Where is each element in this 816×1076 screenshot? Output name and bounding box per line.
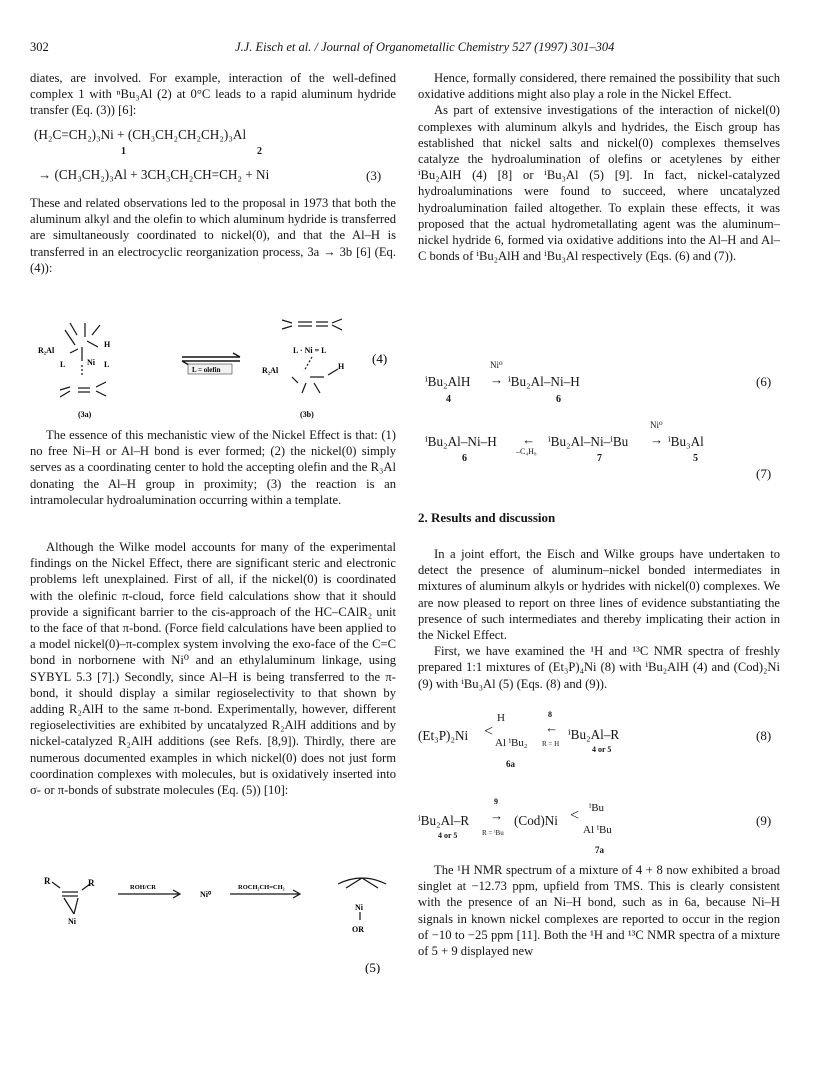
right-paragraph-1: Hence, formally considered, there remained the possibility that such oxidative additions might also play a role in the Nickel Effect. <box>418 71 780 102</box>
equation-8-left: (Et₃P)₂Ni <box>418 728 469 743</box>
section-heading: 2. Results and discussion <box>418 510 556 525</box>
equation-7-left: ⁱBu₂Al–Ni–H <box>425 434 497 449</box>
eq5-ni-left: Ni <box>68 917 76 926</box>
eq4-l-left: L <box>60 360 66 369</box>
equation-9-number: (9) <box>756 813 772 828</box>
equation-6-number: (6) <box>756 374 772 389</box>
equation-9-label-4or5: 4 or 5 <box>438 831 458 840</box>
left-column-para4 <box>30 539 396 798</box>
left-column-para3 <box>30 427 396 508</box>
equation-6-right: ⁱBu₂Al–Ni–H <box>508 374 580 389</box>
right-column-bottom <box>418 862 780 959</box>
equation-8-label-4or5: 4 or 5 <box>592 745 612 754</box>
equation-7-label-7: 7 <box>597 453 602 464</box>
eq4-h-3a: H <box>104 340 111 349</box>
eq5-r-right: R <box>88 878 95 888</box>
equation-8-albu: Al ⁱBu₂ <box>495 737 528 749</box>
equation-8-right: ⁱBu₂Al–R <box>568 727 620 742</box>
eq4-lnil: L · Ni = L <box>293 346 327 355</box>
eq4-h-3b: H <box>338 362 345 371</box>
equation-8-number: (8) <box>756 728 772 743</box>
equation-6-left: ⁱBu₂AlH <box>425 374 471 389</box>
left-column-para2 <box>30 195 396 276</box>
eq5-ni0: Ni⁰ <box>200 890 212 899</box>
equation-7-catalyst: Ni⁰ <box>650 420 663 430</box>
right-column-middle <box>418 546 780 692</box>
right-paragraph-5: The ¹H NMR spectrum of a mixture of 4 + 8 now exhibited a broad singlet at −12.73 ppm, upfield from TMS. This is clearly consistent with the presence of an Ni–H bond, such as in 6a, because Ni–H signals in known nickel complexes are reported to occur in the region of −10 to −25 ppm [11]. Both the ¹H and ¹³C NMR spectra of a mixture of 5 + 9 displayed new <box>418 863 780 959</box>
eq5-or: OR <box>352 925 364 934</box>
equation-9-r-condition: R = ⁱBu <box>482 829 504 837</box>
eq4-r2al-3a: R₂Al <box>38 346 55 355</box>
left-paragraph-2: These and related observations led to the proposal in 1973 that both the aluminum alkyl and the olefin to which aluminum hydride is transferred are simultaneously coordinated to nickel(0), and that the Al–H is transferred in an electrocyclic reorganization process, 3a → 3b [6] (Eq. (4)): <box>30 196 396 275</box>
equation-7-right: ⁱBu₃Al <box>668 434 704 449</box>
equation-5-scheme <box>30 874 400 974</box>
equation-9-label-7a: 7a <box>595 845 604 855</box>
equation-7-middle: ⁱBu₂Al–Ni–ⁱBu <box>548 434 629 449</box>
equation-9-left: ⁱBu₂Al–R <box>418 813 470 828</box>
eq4-ni-3a: Ni <box>87 358 95 367</box>
left-column-top <box>30 70 396 119</box>
eq4-label-3a: (3a) <box>78 410 92 419</box>
eq4-l-right: L <box>104 360 110 369</box>
equation-3-line-1: (H₂C=CH₂)₃Ni + (CH₃CH₂CH₂CH₂)₃Al <box>34 127 247 142</box>
eq5-reagent-2: ROCH₂CH=CH₂ <box>238 884 285 891</box>
equation-7-label-6: 6 <box>462 453 467 464</box>
equation-7-arrow-2: → <box>650 432 664 447</box>
equation-9-bu: ⁱBu <box>589 802 605 814</box>
equation-8-arrow: ← <box>545 720 559 735</box>
equation-4-scheme <box>30 305 400 430</box>
equation-3-label-2: 2 <box>257 146 262 157</box>
eq5-ni-right: Ni <box>355 903 363 912</box>
eq5-reagent-1: ROH/CR <box>130 884 156 891</box>
eq4-r2al-3b: R₂Al <box>262 366 279 375</box>
equation-9-albu: Al ⁱBu <box>583 824 612 836</box>
equation-8-reagent-num: 8 <box>548 710 552 719</box>
equation-9-arrow: → <box>490 808 504 823</box>
left-paragraph-1: diates, are involved. For example, interaction of the well-defined complex 1 with ⁿBu₃Al (2) at 0°C leads to a rapid aluminum hydride transfer (Eq. (3)) [6]: <box>30 71 396 118</box>
equation-7-arrow: ← <box>522 432 536 447</box>
equation-9-bracket: < <box>570 807 580 824</box>
equation-7-arrow-label: –C₄H₈ <box>516 447 537 456</box>
equation-8-h: H <box>497 712 505 724</box>
equation-3-label-1: 1 <box>121 146 126 157</box>
equation-9-reagent-num: 9 <box>494 797 498 806</box>
equation-6-arrow: → <box>490 372 504 387</box>
right-paragraph-3: In a joint effort, the Eisch and Wilke groups have undertaken to detect the presence of aluminum–nickel bonded intermediates in mixtures of aluminum alkyls or hydrides with nickel(0) complexes. We are now pleased to report on three lines of evidence substantiating the presence of such intermediates and thereby implicating their action in the Nickel Effect. <box>418 547 780 643</box>
left-paragraph-4: Although the Wilke model accounts for many of the experimental findings on the Nickel Effect, there are significant steric and electronic problems left unexplained. First of all, if the nickel(0) is coordinated with the olefinic π-cloud, force field calculations show that it should provide a significant barrier to the cis-approach of the HC–CAlR₂ unit to the face of that π-bond. (Force field calculations have been applied to a model nickel(0)–π-complex system involving the exo-face of the C=C bond in norbornene with Ni⁰ and an ethylaluminum linkage, using SYBYL 5.3 [7].) Secondly, since Al–H is being transferred to the π-bond, it should display a similar regioselectivity to that shown by adding R₂AlH to the same π-bond. Experimentally, however, different regioselectivities are exhibited by uncatalyzed R₂AlH additions and by nickel-catalyzed R₂AlH additions (see Refs. [8,9]). Thirdly, there are numerous documented examples in which nickel(0) does not just form coordination complexes with molecules, but is oxidatively inserted into σ- or π-bonds of substrate molecules (Eq. (5)) [10]: <box>30 540 396 798</box>
left-paragraph-3: The essence of this mechanistic view of the Nickel Effect is that: (1) no free Ni–H or Al–H bond is ever formed; (2) the nickel(0) simply serves as a coordinating center to hold the accepting olefin and the R₃Al donating the Al–H group in proximity; (3) the reaction is an intramolecular hydroalumination occurring within a template. <box>30 428 396 507</box>
equation-6-catalyst: Ni⁰ <box>490 360 503 370</box>
eq4-label-3b: (3b) <box>300 410 314 419</box>
equation-3-line-2: → (CH₃CH₂)₃Al + 3CH₃CH₂CH=CH₂ + Ni <box>38 167 270 182</box>
equation-7-label-5: 5 <box>693 453 698 464</box>
equation-7-number: (7) <box>756 466 772 481</box>
equation-6-label-6: 6 <box>556 394 561 405</box>
eq5-r-left: R <box>44 876 51 886</box>
equation-8-label-6a: 6a <box>506 759 515 769</box>
equation-6-label-4: 4 <box>446 394 451 405</box>
equation-8-bracket: < <box>484 723 494 740</box>
page-number: 302 <box>30 40 49 54</box>
equation-8-r-condition: R = H <box>542 740 560 748</box>
right-paragraph-2: As part of extensive investigations of the interaction of nickel(0) complexes with aluminum alkyls and hydrides, the Eisch group has established that nickel salts and nickel(0) complexes themselves catalyze the hydroalumination of olefins or acetylenes by either ⁱBu₂AlH (4) [8] or ⁱBu₃Al (5) [9]. In fact, nickel-catalyzed hydroaluminations were found to succeed, where uncatalyzed hydroalumination failed altogether. To explain these effects, it was proposed that the actual hydrometallating agent was the aluminum–nickel hydride 6, formed via oxidative additions into the Al–H and Al–C bonds of ⁱBu₂AlH and ⁱBu₃Al respectively (Eqs. (6) and (7)). <box>418 103 780 264</box>
equation-4-number: (4) <box>372 351 388 366</box>
journal-citation: J.J. Eisch et al. / Journal of Organometallic Chemistry 527 (1997) 301–304 <box>235 40 615 54</box>
right-paragraph-4: First, we have examined the ¹H and ¹³C NMR spectra of freshly prepared 1:1 mixtures of (Et₃P)₄Ni (8) with ⁱBu₂AlH (4) and (Cod)₂Ni (9) with ⁱBu₃Al (5) (Eqs. (8) and (9)). <box>418 644 780 691</box>
equation-9-middle: (Cod)Ni <box>514 813 558 828</box>
right-column-top <box>418 70 780 264</box>
equation-5-number: (5) <box>365 960 381 974</box>
eq4-arrow-label: L = olefin <box>192 366 221 374</box>
equation-3-number: (3) <box>366 168 382 183</box>
